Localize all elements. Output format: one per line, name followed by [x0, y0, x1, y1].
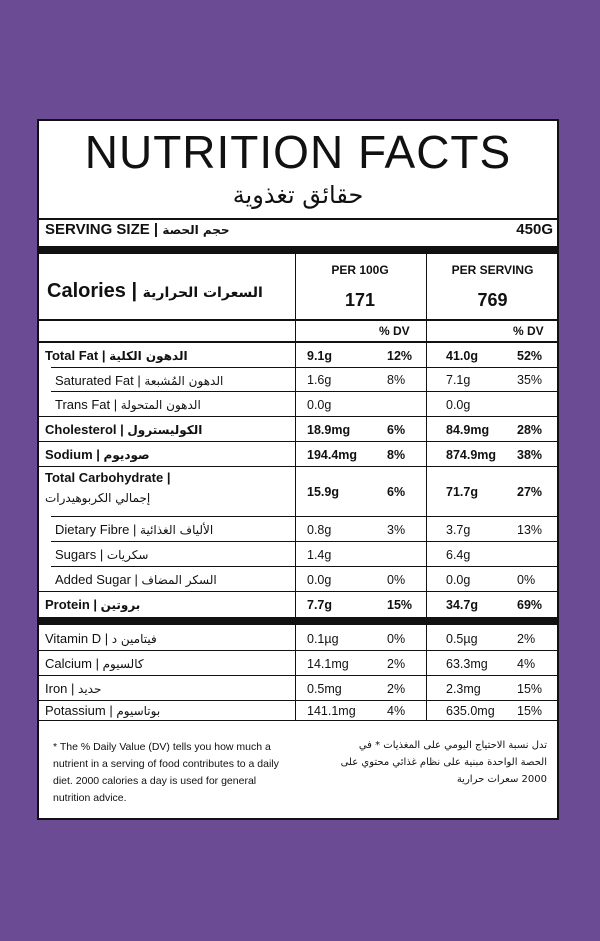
value-dv100: 15% — [387, 597, 413, 612]
nutrient-label: Potassium | بوتاسيوم — [45, 703, 161, 718]
divider — [39, 319, 557, 321]
nutrient-label: Total Carbohydrate | إجمالي الكربوهيدرات — [45, 470, 171, 505]
value-ps: 635.0mg — [446, 703, 495, 718]
value-ps: 41.0g — [446, 348, 478, 363]
value-ps: 2.3mg — [446, 681, 481, 696]
value-dv100: 0% — [387, 572, 406, 587]
value-dv100: 4% — [387, 703, 406, 718]
divider — [39, 218, 557, 220]
row-divider — [39, 416, 557, 417]
nutrient-label: Total Fat | الدهون الكلية — [45, 348, 188, 363]
row-divider — [39, 700, 557, 701]
nutrient-label: Saturated Fat | الدهون المُشبعة — [55, 372, 224, 388]
value-dvs: 69% — [517, 597, 543, 612]
value-p100: 0.5mg — [307, 681, 342, 696]
column-divider — [295, 254, 296, 720]
value-p100: 141.1mg — [307, 703, 356, 718]
row-divider — [39, 675, 557, 676]
value-ps: 3.7g — [446, 522, 471, 537]
value-dv100: 2% — [387, 656, 406, 671]
value-p100: 1.4g — [307, 547, 332, 562]
value-dv100: 3% — [387, 522, 406, 537]
value-ps: 0.5µg — [446, 631, 478, 646]
nutrient-label: Calcium | كالسيوم — [45, 656, 144, 671]
row-divider — [51, 391, 557, 392]
nutrient-label: Sugars | سكريات — [55, 547, 149, 562]
nutrient-label: Protein | بروتين — [45, 597, 141, 612]
row-divider — [51, 566, 557, 567]
perserving-header: PER SERVING — [451, 263, 534, 277]
value-ps: 71.7g — [446, 485, 478, 499]
value-p100: 7.7g — [307, 597, 333, 612]
serving-size-value: 450G — [516, 221, 553, 238]
value-ps: 7.1g — [446, 373, 471, 387]
value-dv100: 2% — [387, 681, 406, 696]
value-ps: 874.9mg — [446, 447, 497, 462]
value-dvs: 38% — [517, 447, 543, 462]
value-ps: 63.3mg — [446, 656, 488, 671]
nutrition-panel — [37, 119, 559, 820]
column-divider — [426, 254, 427, 720]
per100-header: PER 100G — [331, 263, 389, 277]
value-dvs: 2% — [517, 631, 536, 646]
row-divider — [51, 516, 557, 517]
nutrient-label: Sodium | صوديوم — [45, 447, 150, 462]
row-divider — [39, 591, 557, 592]
value-dv100: 6% — [387, 422, 406, 437]
dv-header-100: % DV — [379, 324, 410, 338]
value-p100: 194.4mg — [307, 447, 358, 462]
nutrient-label: Cholesterol | الكوليسترول — [45, 422, 203, 437]
value-p100: 0.8g — [307, 522, 332, 537]
footnote-ar: تدل نسبة الاحتياج اليومي على المغذيات * في الحصة الواحدة مبنية على نظام غذائي محتوي على 2000 سعرات حرارية — [340, 740, 547, 785]
row-divider — [39, 617, 557, 625]
value-dv100: 8% — [387, 373, 406, 387]
dv-header-serving: % DV — [513, 324, 544, 338]
serving-size-label: SERVING SIZE | حجم الحصة — [45, 221, 230, 238]
row-divider — [51, 541, 557, 542]
value-dvs: 4% — [517, 656, 536, 671]
value-ps: 6.4g — [446, 547, 471, 562]
value-dvs: 15% — [517, 681, 543, 696]
value-dvs: 13% — [517, 522, 543, 537]
value-dvs: 52% — [517, 348, 543, 363]
row-divider — [39, 720, 557, 721]
value-ps: 84.9mg — [446, 422, 490, 437]
value-dvs: 0% — [517, 572, 536, 587]
value-p100: 14.1mg — [307, 656, 349, 671]
row-divider — [39, 341, 557, 343]
value-ps: 0.0g — [446, 397, 471, 412]
value-p100: 1.6g — [307, 373, 332, 387]
nutrient-label: Added Sugar | السكر المضاف — [55, 572, 217, 587]
value-ps: 34.7g — [446, 597, 478, 612]
page-subtitle-ar: حقائق تغذوية — [232, 181, 364, 209]
value-dvs: 27% — [517, 485, 543, 499]
perserving-calories: 769 — [477, 290, 508, 310]
calories-label: Calories | السعرات الحرارية — [47, 280, 263, 302]
value-dv100: 0% — [387, 631, 406, 646]
nutrient-label: Iron | حديد — [45, 681, 102, 696]
thick-divider — [39, 246, 557, 254]
row-divider — [39, 441, 557, 442]
nutrient-label: Trans Fat | الدهون المتحولة — [55, 397, 201, 412]
serving-size-row — [45, 221, 553, 243]
per100-calories: 171 — [344, 290, 376, 310]
value-dv100: 6% — [387, 485, 406, 499]
value-p100: 0.0g — [307, 397, 332, 412]
footnote-en: * The % Daily Value (DV) tells you how much a nutrient in a serving of food contributes to a daily diet. 2000 calories a day is used for general nutrition advice. — [53, 741, 279, 804]
value-p100: 18.9mg — [307, 422, 351, 437]
row-divider — [51, 367, 557, 368]
value-dv100: 8% — [387, 447, 406, 462]
value-dv100: 12% — [387, 348, 413, 363]
row-divider — [39, 466, 557, 467]
page-title: NUTRITION FACTS — [84, 126, 512, 178]
value-dvs: 28% — [517, 422, 543, 437]
value-dvs: 15% — [517, 703, 543, 718]
value-p100: 0.0g — [307, 572, 332, 587]
value-ps: 0.0g — [446, 572, 471, 587]
nutrient-label: Dietary Fibre | الألياف الغذائية — [55, 522, 214, 537]
nutrient-label: Vitamin D | فيتامين د — [45, 631, 157, 646]
value-dvs: 35% — [517, 373, 543, 387]
row-divider — [39, 650, 557, 651]
value-p100: 9.1g — [307, 348, 333, 363]
value-p100: 0.1µg — [307, 631, 339, 646]
value-p100: 15.9g — [307, 485, 339, 499]
